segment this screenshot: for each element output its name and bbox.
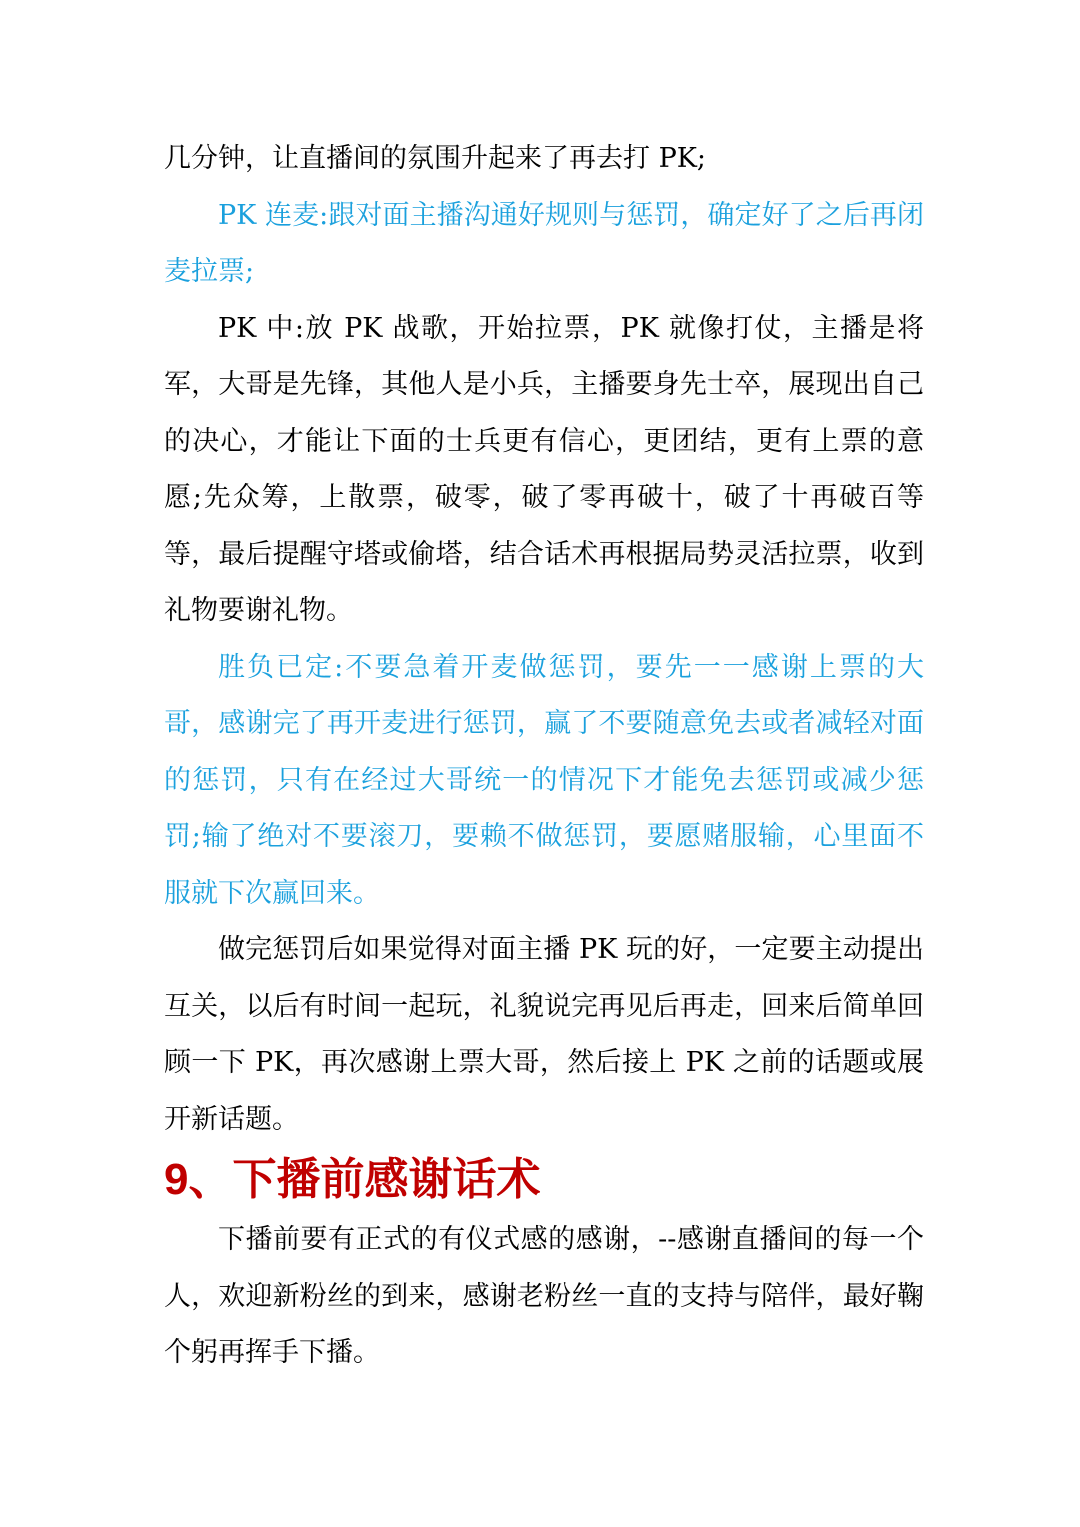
paragraph-closing: 下播前要有正式的有仪式感的感谢，--感谢直播间的每一个人，欢迎新粉丝的到来，感谢老粉丝一直的支持与陪伴，最好鞠个躬再挥手下播。 [164,1224,924,1368]
paragraph-pk-during: PK 中:放 PK 战歌，开始拉票，PK 就像打仗，主播是将军，大哥是先锋，其他人是小兵，主播要身先士卒，展现出自己的决心，才能让下面的士兵更有信心，更团结，更有上票的意愿;先众筹，上散票，破零，破了零再破十，破了十再破百等等，最后提醒守塔或偷塔，结合话术再根据局势灵活拉票，收到礼物要谢礼物。 [164,312,924,626]
section-number: 9 [164,1155,189,1204]
section-title: 、下播前感谢话术 [188,1154,541,1205]
paragraph-1: 几分钟，让直播间的氛围升起来了再去打 PK; [164,143,707,174]
paragraph-result: 胜负已定:不要急着开麦做惩罚，要先一一感谢上票的大哥，感谢完了再开麦进行惩罚，赢了不要随意免去或者减轻对面的惩罚，只有在经过大哥统一的情况下才能免去惩罚或减少惩罚;输了绝对不要滚刀，要赖不做惩罚，要愿赌服输，心里面不服就下次赢回来。 [164,651,924,909]
section-heading [164,1148,924,1212]
paragraph-pk-connect: PK 连麦:跟对面主播沟通好规则与惩罚，确定好了之后再闭麦拉票; [164,199,924,287]
paragraph-after-penalty: 做完惩罚后如果觉得对面主播 PK 玩的好，一定要主动提出互关，以后有时间一起玩，礼貌说完再见后再走，回来后简单回顾一下 PK，再次感谢上票大哥，然后接上 PK 之前的话题或展开新话题。 [164,934,924,1135]
document-body [164,131,924,1382]
